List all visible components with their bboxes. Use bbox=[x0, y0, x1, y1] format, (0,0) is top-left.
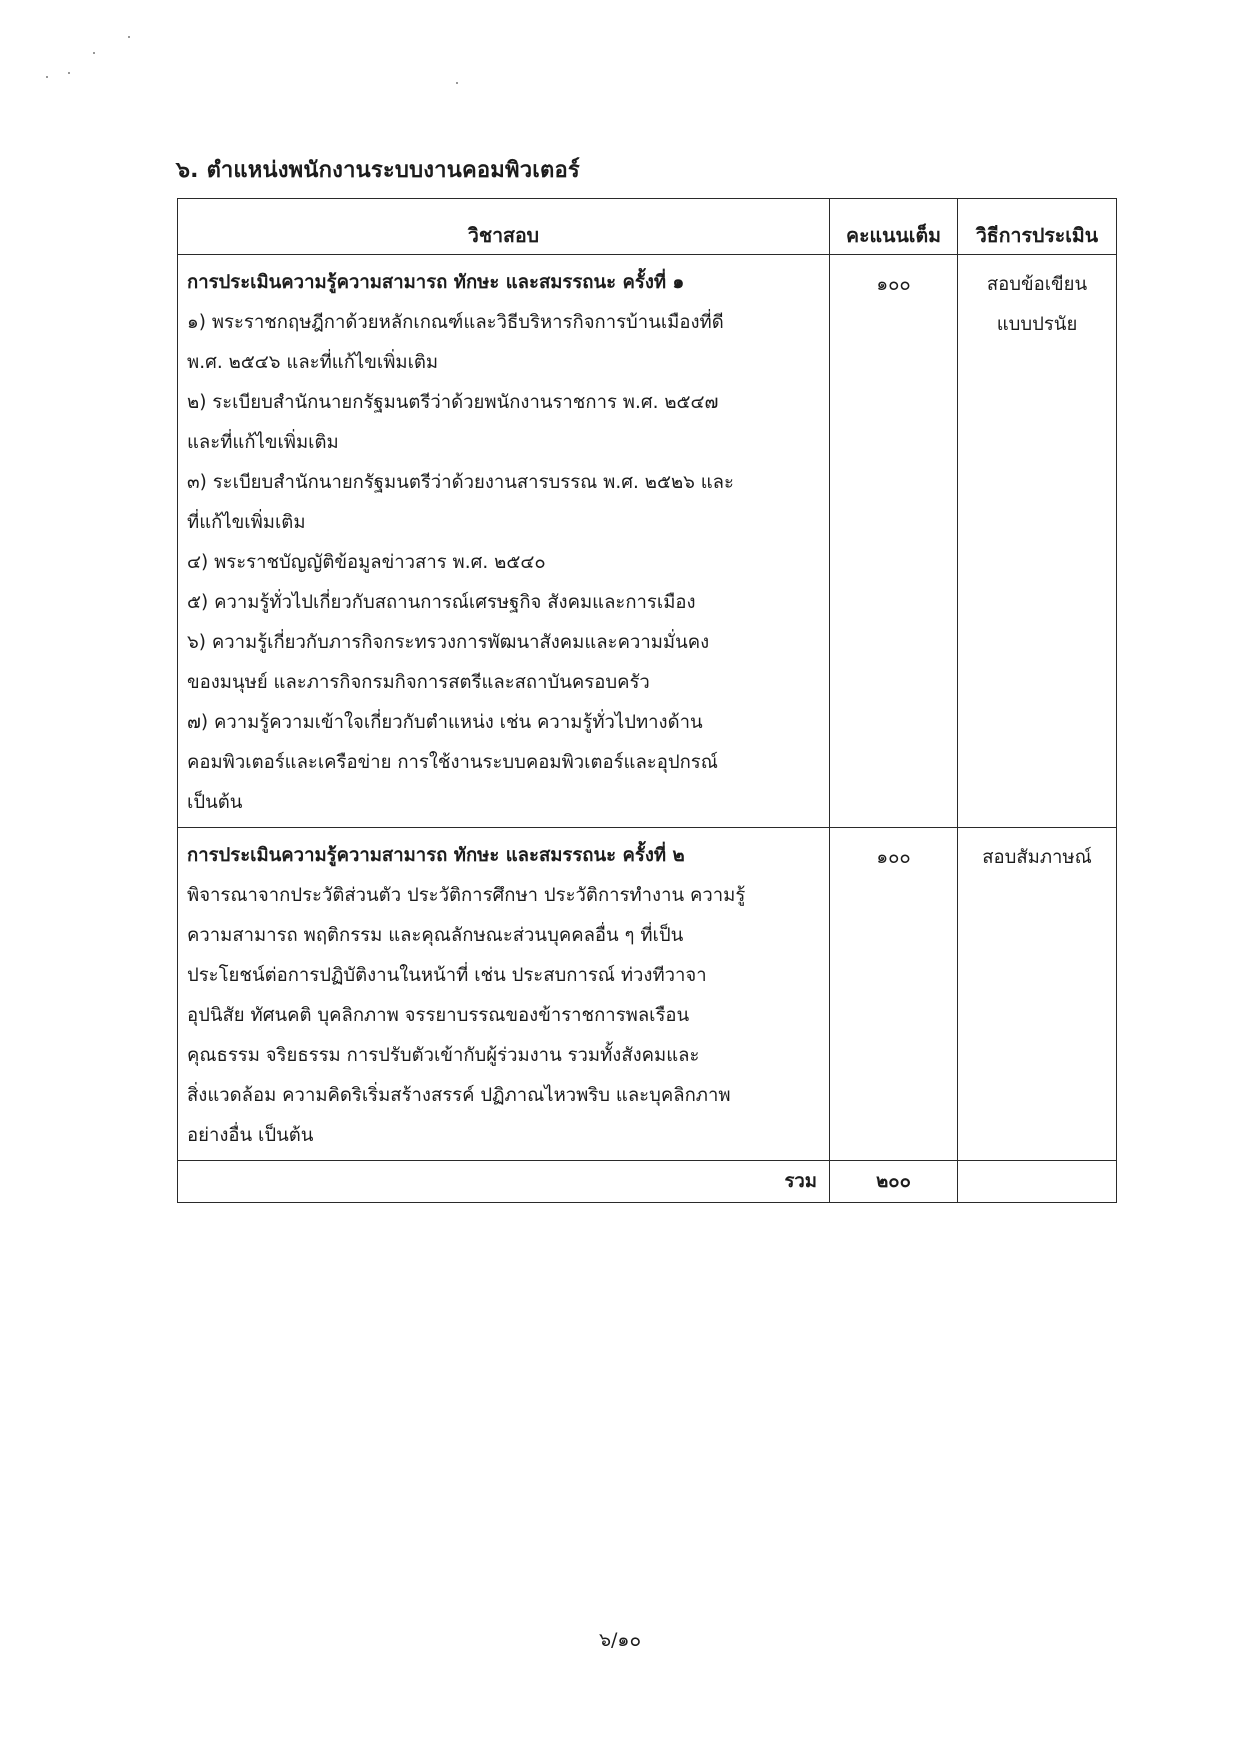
assessment-title: การประเมินความรู้ความสามารถ ทักษะ และสมรรถนะ ครั้งที่ ๒ bbox=[187, 845, 685, 866]
assessment-title: การประเมินความรู้ความสามารถ ทักษะ และสมรรถนะ ครั้งที่ ๑ bbox=[187, 272, 685, 293]
method-line: สอบสัมภาษณ์ bbox=[982, 847, 1092, 868]
points-cell: ๑๐๐ bbox=[830, 828, 958, 1161]
scan-speck bbox=[128, 36, 130, 38]
subject-line: อย่างอื่น เป็นต้น bbox=[187, 1125, 314, 1146]
method-cell bbox=[958, 828, 1117, 1161]
subject-line: คุณธรรม จริยธรรม การปรับตัวเข้ากับผู้ร่วมงาน รวมทั้งสังคมและ bbox=[187, 1045, 700, 1066]
subject-line: คอมพิวเตอร์และเครือข่าย การใช้งานระบบคอมพิวเตอร์และอุปกรณ์ bbox=[187, 752, 718, 773]
points-cell: ๑๐๐ bbox=[830, 255, 958, 828]
scan-speck bbox=[68, 72, 70, 74]
subject-line: พิจารณาจากประวัติส่วนตัว ประวัติการศึกษา ประวัติการทำงาน ความรู้ bbox=[187, 885, 746, 906]
scan-speck bbox=[93, 52, 95, 54]
scan-speck bbox=[46, 76, 48, 78]
total-row bbox=[178, 1161, 1117, 1203]
subject-line: ๓) ระเบียบสำนักนายกรัฐมนตรีว่าด้วยงานสารบรรณ พ.ศ. ๒๕๒๖ และ bbox=[187, 472, 734, 493]
subject-line: และที่แก้ไขเพิ่มเติม bbox=[187, 432, 339, 453]
subject-line: ประโยชน์ต่อการปฏิบัติงานในหน้าที่ เช่น ประสบการณ์ ท่วงทีวาจา bbox=[187, 965, 707, 986]
exam-table bbox=[177, 198, 1117, 1203]
subject-line: ๒) ระเบียบสำนักนายกรัฐมนตรีว่าด้วยพนักงานราชการ พ.ศ. ๒๕๔๗ bbox=[187, 392, 719, 413]
subject-line: ที่แก้ไขเพิ่มเติม bbox=[187, 512, 306, 533]
subject-line: เป็นต้น bbox=[187, 792, 243, 813]
scan-speck bbox=[456, 82, 458, 84]
total-label: รวม bbox=[178, 1161, 830, 1203]
total-method-empty bbox=[958, 1161, 1117, 1203]
subject-line: ความสามารถ พฤติกรรม และคุณลักษณะส่วนบุคคลอื่น ๆ ที่เป็น bbox=[187, 925, 684, 946]
subject-line: สิ่งแวดล้อม ความคิดริเริ่มสร้างสรรค์ ปฏิภาณไหวพริบ และบุคลิกภาพ bbox=[187, 1085, 731, 1106]
method-line: สอบข้อเขียน bbox=[986, 274, 1088, 295]
method-cell bbox=[958, 255, 1117, 828]
header-points: คะแนนเต็ม bbox=[830, 199, 958, 255]
header-method: วิธีการประเมิน bbox=[958, 199, 1117, 255]
total-points: ๒๐๐ bbox=[830, 1161, 958, 1203]
subject-cell bbox=[178, 255, 830, 828]
subject-line: ๕) ความรู้ทั่วไปเกี่ยวกับสถานการณ์เศรษฐกิจ สังคมและการเมือง bbox=[187, 592, 696, 613]
subject-line: ๑) พระราชกฤษฎีกาด้วยหลักเกณฑ์และวิธีบริหารกิจการบ้านเมืองที่ดี bbox=[187, 312, 724, 333]
subject-line: ๔) พระราชบัญญัติข้อมูลข่าวสาร พ.ศ. ๒๕๔๐ bbox=[187, 552, 546, 573]
table-header-row bbox=[178, 199, 1117, 255]
header-subject: วิชาสอบ bbox=[178, 199, 830, 255]
subject-line: ๖) ความรู้เกี่ยวกับภารกิจกระทรวงการพัฒนาสังคมและความมั่นคง bbox=[187, 632, 710, 653]
section-heading: ๖. ตำแหน่งพนักงานระบบงานคอมพิวเตอร์ bbox=[176, 158, 580, 183]
subject-cell bbox=[178, 828, 830, 1161]
subject-line: พ.ศ. ๒๕๔๖ และที่แก้ไขเพิ่มเติม bbox=[187, 352, 439, 373]
method-line: แบบปรนัย bbox=[996, 314, 1078, 335]
page-number: ๖/๑๐ bbox=[598, 1629, 642, 1651]
subject-line: อุปนิสัย ทัศนคติ บุคลิกภาพ จรรยาบรรณของข้าราชการพลเรือน bbox=[187, 1005, 690, 1026]
table-row bbox=[178, 255, 1117, 828]
subject-line: ๗) ความรู้ความเข้าใจเกี่ยวกับตำแหน่ง เช่น ความรู้ทั่วไปทางด้าน bbox=[187, 712, 703, 733]
subject-line: ของมนุษย์ และภารกิจกรมกิจการสตรีและสถาบันครอบครัว bbox=[187, 672, 650, 693]
table-row bbox=[178, 828, 1117, 1161]
